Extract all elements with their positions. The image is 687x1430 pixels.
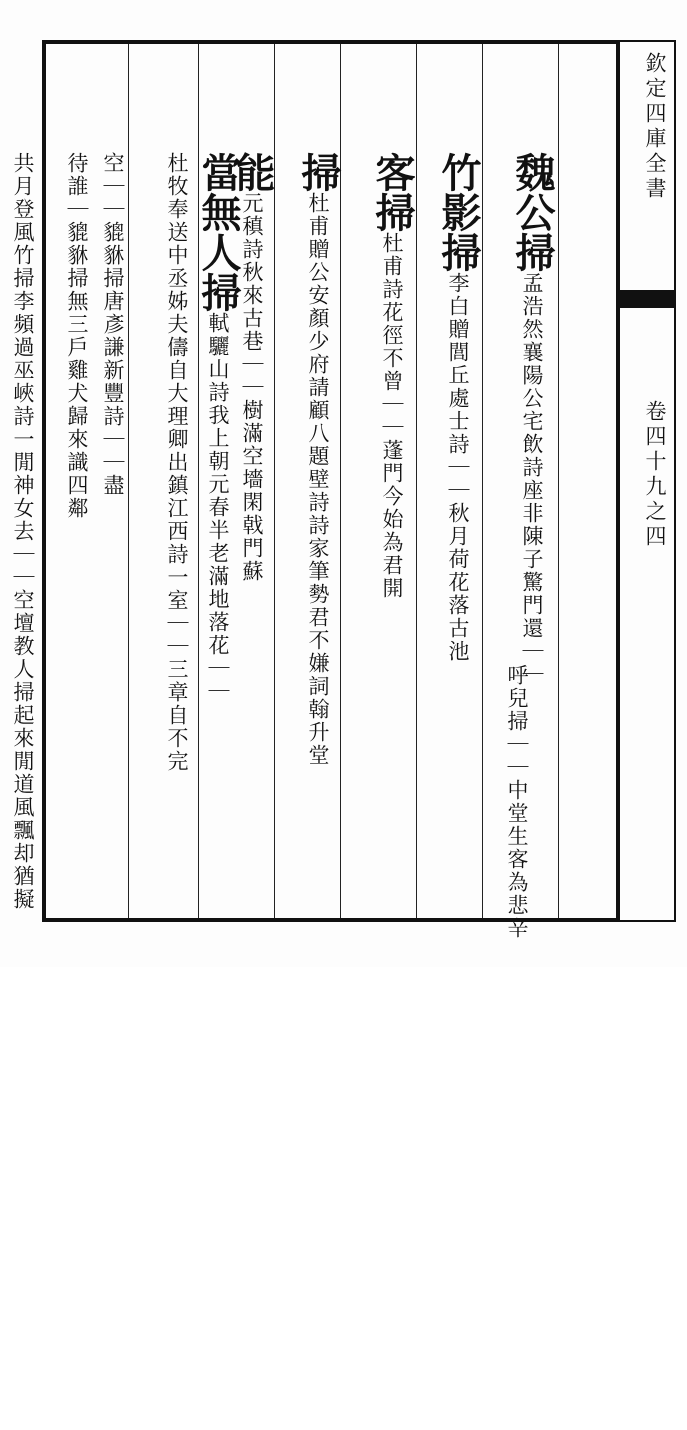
entry-head: 竹影掃	[435, 152, 482, 272]
entry-note: 杜	[165, 152, 189, 175]
entry-note: 杜甫贈公安顏少府請顧八題壁詩詩家筆勢君不嫌詞翰升堂	[306, 192, 330, 767]
entry-note: ｜｜貔貅掃唐彥謙新豐詩｜｜盡	[101, 175, 125, 497]
entry-note: 月登風竹掃李頻過巫峽詩一閒神女去｜｜空壇教人掃起來閒道風飄却猶擬	[11, 175, 35, 911]
text-column-2	[435, 48, 541, 918]
fish-tail-mark-line	[620, 304, 676, 308]
entry-note: 呼兒掃｜｜中堂生客為悲辛	[505, 664, 529, 940]
entry-head: 當無人掃	[195, 152, 242, 312]
book-title: 欽定四庫全書	[643, 52, 667, 202]
entry-note: 共	[11, 152, 35, 175]
entry-head: 掃	[295, 152, 342, 192]
entry-head: 魏公掃	[509, 152, 556, 272]
text-column-9	[65, 48, 159, 918]
entry-note: 杜甫詩花徑不曾｜｜蓬門今始為君開	[380, 232, 404, 600]
text-column-10	[11, 48, 105, 918]
text-column-4	[295, 48, 401, 918]
entry-note: 李白贈閭丘處士詩｜｜秋月荷花落古池	[446, 272, 470, 663]
text-column-3	[369, 48, 475, 918]
text-column-7	[165, 48, 259, 918]
entry-head: 客掃	[369, 152, 416, 232]
entry-note: 牧奉送中丞姊夫儔自大理卿出鎮江西詩一室｜｜三章自不完	[165, 175, 189, 773]
entry-note: 軾驪山詩我上朝元春半老滿地落花｜｜	[206, 312, 230, 703]
entry-note: 空	[101, 152, 125, 175]
entry-note: 誰｜貔貅掃無三戶雞犬歸來識四鄰	[65, 175, 89, 520]
entry-head: 能	[229, 152, 276, 192]
entry-note: 元稹詩秋來古巷｜｜樹滿空墻閑戟門蘇	[240, 192, 264, 583]
entry-note: 孟浩然襄陽公宅飲詩座非陳子驚門還｜｜	[520, 272, 544, 686]
volume-label: 卷四十九之四	[643, 400, 667, 550]
fish-tail-mark	[620, 290, 676, 304]
entry-note: 待	[65, 152, 89, 175]
